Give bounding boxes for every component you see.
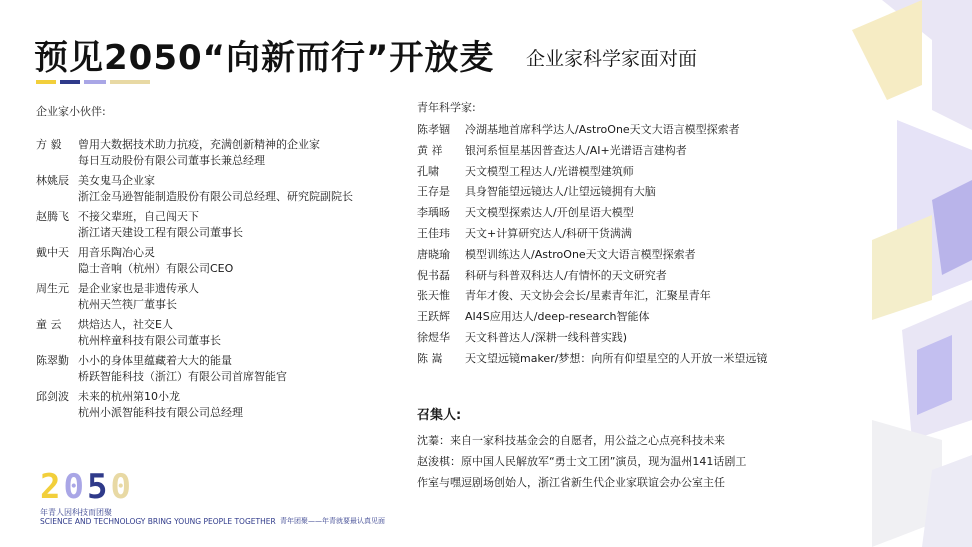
logo-tagline-en: SCIENCE AND TECHNOLOGY BRING YOUNG PEOPLE TOGETHER	[40, 517, 276, 526]
logo-digit: 0	[110, 467, 131, 507]
logo-digit: 0	[63, 467, 84, 507]
scientist-name: 张天惟	[417, 289, 450, 303]
scientists-label: 青年科学家:	[417, 101, 476, 114]
scientist-name: 王跃辉	[417, 310, 450, 324]
partner-name: 周生元	[36, 282, 69, 295]
partner-item	[36, 281, 406, 313]
partners-list	[36, 137, 406, 425]
partner-company: 杭州天竺筷厂董事长	[78, 298, 177, 311]
scientist-name: 李瑀旸	[417, 206, 450, 220]
logo-2050	[40, 467, 131, 507]
scientist-item	[417, 245, 767, 266]
scientist-item	[417, 286, 767, 307]
partner-company: 浙江金马逊智能制造股份有限公司总经理、研究院副院长	[78, 190, 353, 203]
partner-intro: 小小的身体里蕴藏着大大的能量	[78, 354, 232, 367]
partner-name: 邱剑波	[36, 390, 69, 403]
scientist-desc: 天文科普达人/深耕一线科普实践)	[465, 330, 627, 344]
scientist-desc: 模型训练达人/AstroOne天文大语言模型探索者	[465, 247, 696, 261]
scientist-name: 孔啸	[417, 164, 439, 178]
scientists-list	[417, 120, 767, 370]
convener-line: 作室与嘿逗剧场创始人，浙江省新生代企业家联谊会办公室主任	[417, 476, 725, 489]
scientist-name: 王存是	[417, 185, 450, 199]
scientist-item	[417, 349, 767, 370]
scientist-name: 王佳玮	[417, 226, 450, 240]
partner-name: 林姚辰	[36, 174, 69, 187]
scientist-desc: 科研与科普双科达人/有情怀的天文研究者	[465, 268, 667, 282]
scientist-desc: 具身智能望远镜达人/让望远镜拥有大脑	[465, 185, 656, 199]
scientist-desc: 冷湖基地首席科学达人/AstroOne天文大语言模型探索者	[465, 123, 740, 136]
scientist-desc: 天文模型工程达人/光谱模型建筑师	[465, 164, 634, 178]
partners-label: 企业家小伙伴:	[36, 105, 106, 118]
partner-company: 杭州小派智能科技有限公司总经理	[78, 406, 243, 419]
scientist-desc: 青年才俊、天文协会会长/星素青年汇，汇聚星青年	[465, 289, 711, 303]
partner-intro: 用音乐陶冶心灵	[78, 246, 155, 259]
scientist-desc: 银河系恒星基因普查达人/AI+光谱语言建构者	[465, 143, 687, 157]
scientist-name: 陈 嵩	[417, 351, 443, 365]
convener-line: 沈蓁：来自一家科技基金会的自愿者，用公益之心点亮科技未来	[417, 434, 725, 447]
page-title: 预见2050“向新而行”开放麦	[34, 38, 495, 78]
partner-item	[36, 353, 406, 385]
partner-company: 每日互动股份有限公司董事长兼总经理	[78, 154, 265, 167]
scientist-desc: AI4S应用达人/deep-research智能体	[465, 310, 650, 324]
partner-name: 赵腾飞	[36, 210, 69, 223]
scientist-item	[417, 203, 767, 224]
partner-item	[36, 317, 406, 349]
partner-item	[36, 245, 406, 277]
scientist-name: 唐晓瑜	[417, 247, 450, 261]
partner-company: 隐士音响（杭州）有限公司CEO	[78, 262, 234, 275]
partner-intro: 烘焙达人，社交E人	[78, 318, 173, 331]
partner-name: 方 毅	[36, 138, 62, 151]
scientist-desc: 天文模型探索达人/开创星语大模型	[465, 206, 634, 220]
scientist-item	[417, 224, 767, 245]
logo-tagline-cn: 年青人因科技而团聚	[40, 508, 112, 517]
logo-digit: 5	[86, 467, 108, 507]
scientist-item	[417, 266, 767, 287]
scientist-item	[417, 328, 767, 349]
partner-item	[36, 173, 406, 205]
partner-intro: 美女鬼马企业家	[78, 174, 155, 187]
partner-item	[36, 389, 406, 421]
partner-intro: 未来的杭州第10小龙	[78, 390, 180, 403]
conveners-text	[417, 430, 807, 493]
scientist-item	[417, 141, 767, 162]
partner-name: 童 云	[36, 318, 62, 331]
partner-item	[36, 209, 406, 241]
partner-intro: 不接父辈班，自己闯天下	[78, 210, 199, 223]
partner-item	[36, 137, 406, 169]
convener-line: 赵浚棋：原中国人民解放军“勇士文工团”演员，现为温州141话剧工	[417, 455, 747, 468]
partner-intro: 是企业家也是非遗传承人	[78, 282, 199, 295]
partner-intro: 曾用大数据技术助力抗疫，充满创新精神的企业家	[78, 138, 320, 151]
scientist-desc: 天文+计算研究达人/科研干货满满	[465, 226, 632, 240]
scientist-item	[417, 120, 767, 141]
partner-name: 陈翠勤	[36, 354, 69, 367]
title-underline-bar	[36, 80, 150, 84]
scientist-desc: 天文望远镜maker/梦想：向所有仰望星空的人开放一米望远镜	[465, 351, 768, 365]
scientist-name: 黄 祥	[417, 143, 443, 157]
scientist-item	[417, 182, 767, 203]
partner-company: 杭州梓童科技有限公司董事长	[78, 334, 221, 347]
partner-company: 桥跃智能科技（浙江）有限公司首席智能官	[78, 370, 287, 383]
decorative-geometric-pattern	[812, 0, 972, 547]
scientist-name: 陈孝锢	[417, 123, 450, 136]
logo-tagline-right: 青年团聚——年青就要最认真见面	[280, 517, 385, 525]
conveners-title: 召集人:	[417, 408, 462, 423]
scientist-item	[417, 307, 767, 328]
scientist-name: 倪书磊	[417, 268, 450, 282]
logo-digit: 2	[40, 467, 61, 507]
scientist-item	[417, 162, 767, 183]
partner-name: 戴中天	[36, 246, 69, 259]
page-subtitle: 企业家科学家面对面	[526, 48, 698, 70]
partner-company: 浙江诸天建设工程有限公司董事长	[78, 226, 243, 239]
scientist-name: 徐煜华	[417, 330, 450, 344]
